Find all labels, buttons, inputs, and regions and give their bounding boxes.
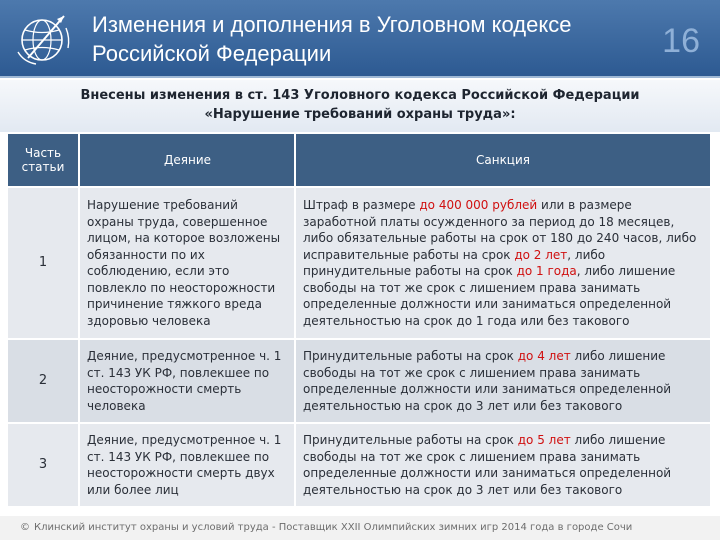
header-part: Часть статьи [8,134,79,187]
row-sanction-text [295,339,711,423]
header-sanction: Санкция [295,134,711,187]
intro-line-2: «Нарушение требований охраны труда»: [204,107,516,122]
sanction-segment: либо лишение свободы на тот же срок с лишением права занимать определенные должности или заниматься определенной деятельностью на срок до 3 лет или без такового [303,433,672,497]
row-act-text: Нарушение требований охраны труда, совершенное лицом, на которое возложены обязанности по их соблюдению, если это повлекло по неосторожности причинение тяжкого вреда здоровью человека [79,187,295,339]
row-act-text: Деяние, предусмотренное ч. 1 ст. 143 УК РФ, повлекшее по неосторожности смерть двух или более лиц [79,423,295,507]
row-part-number: 1 [8,187,79,339]
page-title [92,10,632,68]
sanction-segment: Принудительные работы на срок [303,349,518,363]
footer [0,516,720,540]
footer-text: Клинский институт охраны и условий труда - Поставщик XXII Олимпийских зимних игр 2014 года в городе Сочи [34,522,633,533]
row-sanction-text [295,187,711,339]
slide-number: 16 [662,22,700,60]
sanction-segment: Штраф в размере [303,198,420,212]
table-row [8,339,711,423]
table-row [8,423,711,507]
header-act: Деяние [79,134,295,187]
row-sanction-text [295,423,711,507]
sanction-highlight: до 5 лет [517,433,571,447]
sanction-segment: или в размере заработной платы осужденного за период до 18 месяцев, либо обязательные работы на срок от 180 до 240 часов, либо исправительные работы на срок [303,198,697,262]
row-part-number: 2 [8,339,79,423]
sanction-segment: , либо принудительные работы на срок [303,247,606,278]
row-act-text: Деяние, предусмотренное ч. 1 ст. 143 УК РФ, повлекшее по неосторожности смерть человека [79,339,295,423]
sanction-highlight: до 4 лет [517,349,571,363]
intro-line-1: Внесены изменения в ст. 143 Уголовного кодекса Российской Федерации [80,88,640,103]
copyright-icon: © [20,522,30,533]
slide-header [0,0,720,78]
sanction-segment: Принудительные работы на срок [303,433,518,447]
sanction-highlight: до 1 года [516,264,577,278]
sanction-highlight: до 2 лет [514,247,568,262]
row-part-number: 3 [8,423,79,507]
table-header-row [8,134,711,187]
article-143-table [8,134,712,508]
intro-banner [0,80,720,132]
table-row [8,187,711,339]
sanction-highlight: до 400 000 рублей [419,198,538,212]
sanction-segment: , либо лишение свободы на тот же срок с лишением права занимать определенные должности или заниматься определенной деятельностью на срок до 1 года или без такового [303,264,676,328]
globe-logo-icon [14,8,74,68]
title-line-2: Российской Федерации [92,41,332,66]
title-line-1: Изменения и дополнения в Уголовном кодексе [92,12,572,37]
sanction-segment: либо лишение свободы на тот же срок с лишением права занимать определенные должности или заниматься определенной деятельностью на срок до 3 лет или без такового [303,349,672,413]
